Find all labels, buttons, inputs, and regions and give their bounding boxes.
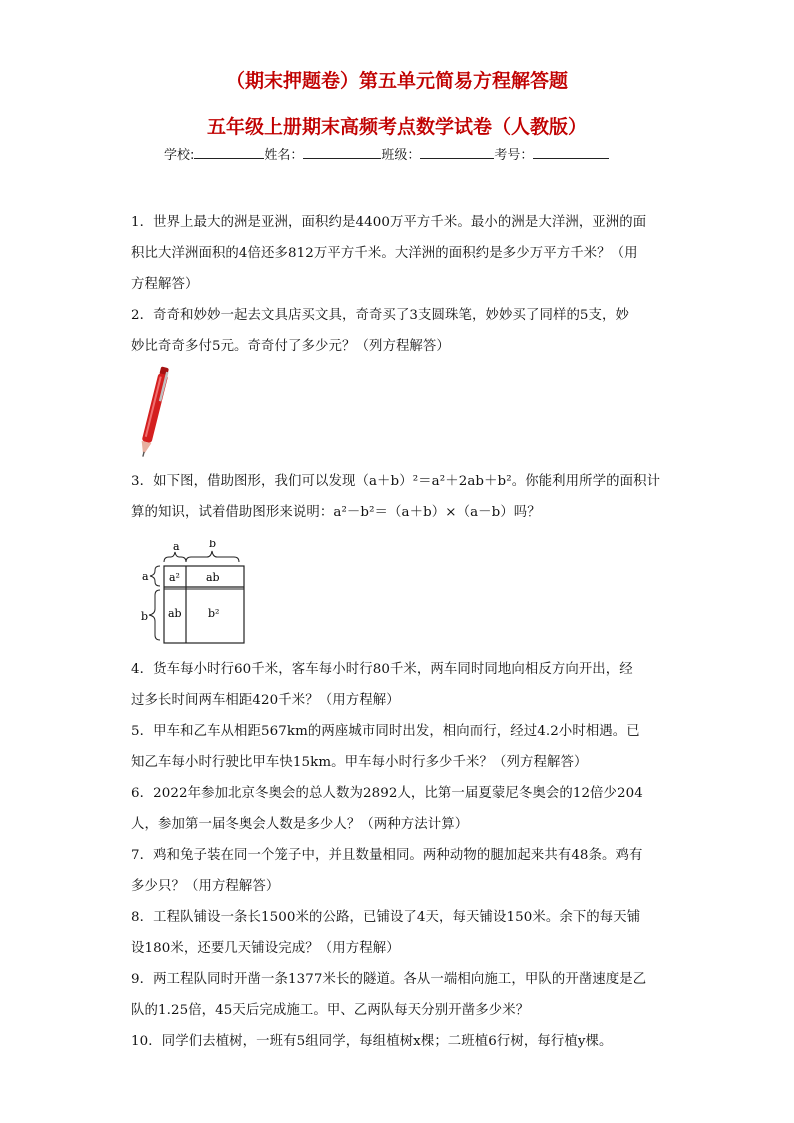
question-line: 人，参加第一届冬奥会人数是多少人？（两种方法计算） xyxy=(131,817,469,832)
question-line: 方程解答） xyxy=(131,277,199,292)
question-line: 4．货车每小时行60千米，客车每小时行80千米，两车同时同地向相反方向开出，经 xyxy=(131,662,633,677)
label-a-left: a xyxy=(142,570,149,583)
label-b-left: b xyxy=(141,610,149,623)
exam-no-label: 考号： xyxy=(494,148,534,163)
question-4 xyxy=(131,654,667,716)
question-line: 10．同学们去植树，一班有5组同学，每组植树x棵；二班植6行树，每行植y棵。 xyxy=(131,1034,613,1049)
name-blank xyxy=(303,146,381,159)
question-line: 5．甲车和乙车从相距567km的两座城市同时出发，相向而行，经过4.2小时相遇。已 xyxy=(131,724,640,739)
name-label: 姓名： xyxy=(264,148,304,163)
question-9 xyxy=(131,964,667,1026)
question-line: 过多长时间两车相距420千米？（用方程解） xyxy=(131,693,400,708)
question-line: 多少只？（用方程解答） xyxy=(131,879,280,894)
area-diagram xyxy=(138,540,250,646)
question-line: 1．世界上最大的洲是亚洲，面积约是4400万平方千米。最小的洲是大洋洲，亚洲的面 xyxy=(131,215,647,230)
question-line: 队的1.25倍，45天后完成施工。甲、乙两队每天分别开凿多少米？ xyxy=(131,1003,530,1018)
pen-icon xyxy=(134,364,174,460)
question-line: 妙比奇奇多付5元。奇奇付了多少元？（列方程解答） xyxy=(131,339,450,354)
cell-a2: a² xyxy=(169,571,180,584)
label-b-top: b xyxy=(209,540,217,550)
question-line: 3．如下图，借助图形，我们可以发现（a＋b）²＝a²＋2ab＋b²。你能利用所学的面积计 xyxy=(131,474,661,489)
cell-ab-top: ab xyxy=(206,571,220,584)
document-title: （期末押题卷）第五单元简易方程解答题 xyxy=(225,70,568,92)
class-label: 班级： xyxy=(381,148,421,163)
question-7 xyxy=(131,840,667,902)
label-a-top: a xyxy=(173,540,180,553)
question-line: 算的知识，试着借助图形来说明：a²－b²＝（a＋b）×（a－b）吗？ xyxy=(131,505,541,520)
question-line: 8．工程队铺设一条长1500米的公路，已铺设了4天，每天铺设150米。余下的每天铺 xyxy=(131,910,641,925)
student-info-row xyxy=(164,144,609,163)
question-line: 2．奇奇和妙妙一起去文具店买文具，奇奇买了3支圆珠笔，妙妙买了同样的5支，妙 xyxy=(131,308,630,323)
cell-b2: b² xyxy=(208,607,220,620)
school-label: 学校: xyxy=(164,148,195,163)
school-blank xyxy=(194,146,264,159)
question-line: 知乙车每小时行驶比甲车快15km。甲车每小时行多少千米？（列方程解答） xyxy=(131,755,588,770)
question-line: 设180米，还要几天铺设完成？（用方程解） xyxy=(131,941,400,956)
document-subtitle: 五年级上册期末高频考点数学试卷（人教版） xyxy=(206,116,587,138)
question-line: 积比大洋洲面积的4倍还多812万平方千米。大洋洲的面积约是多少万平方千米？（用 xyxy=(131,246,638,261)
exam-no-blank xyxy=(533,146,609,159)
question-line: 9．两工程队同时开凿一条1377米长的隧道。各从一端相向施工，甲队的开凿速度是乙 xyxy=(131,972,647,987)
question-3 xyxy=(131,466,667,528)
class-blank xyxy=(420,146,494,159)
question-8 xyxy=(131,902,667,964)
question-6 xyxy=(131,778,667,840)
question-line: 7．鸡和兔子装在同一个笼子中，并且数量相同。两种动物的腿加起来共有48条。鸡有 xyxy=(131,848,643,863)
question-2 xyxy=(131,300,667,362)
question-5 xyxy=(131,716,667,778)
question-line: 6．2022年参加北京冬奥会的总人数为2892人，比第一届夏蒙尼冬奥会的12倍少204 xyxy=(131,786,643,801)
cell-ab-left: ab xyxy=(168,607,182,620)
question-1 xyxy=(131,207,667,300)
question-10 xyxy=(131,1026,667,1057)
